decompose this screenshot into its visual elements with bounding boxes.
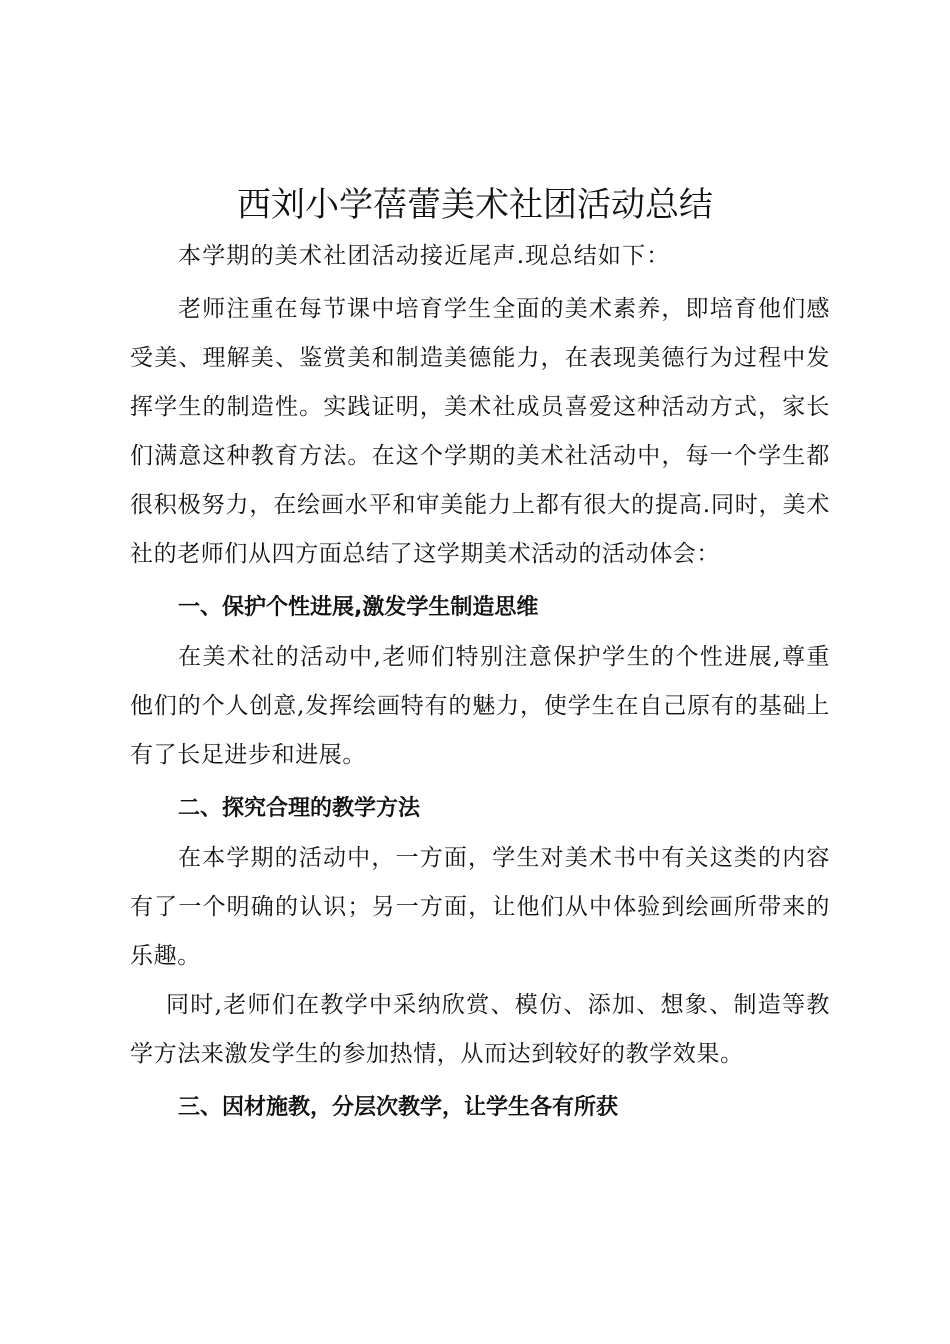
section-1-heading: 一、保护个性进展,激发学生制造思维 xyxy=(178,595,539,620)
section-3-heading: 三、因材施教，分层次教学，让学生各有所获 xyxy=(178,1095,619,1120)
paragraph-1: 老师注重在每节课中培育学生全面的美术素养，即培育他们感受美、理解美、鉴赏美和制造美德能力，在表现美德行为过程中发挥学生的制造性。实践证明，美术社成员喜爱这种活动方式，家长们满意这种教育方法。在这个学期的美术社活动中，每一个学生都很积极努力，在绘画水平和审美能力上都有很大的提高.同时，美术社的老师们从四方面总结了这学期美术活动的活动体会： xyxy=(130,296,830,567)
section-1-paragraph: 在美术社的活动中,老师们特别注意保护学生的个性进展,尊重他们的个人创意,发挥绘画特有的魅力，使学生在自己原有的基础上有了长足进步和进展。 xyxy=(130,644,830,768)
document-title: 西刘小学蓓蕾美术社团活动总结 xyxy=(237,185,713,225)
section-2-paragraph-1: 在本学期的活动中，一方面，学生对美术书中有关这类的内容有了一个明确的认识；另一方面，让他们从中体验到绘画所带来的乐趣。 xyxy=(130,845,830,969)
section-2-heading: 二、探究合理的教学方法 xyxy=(178,796,421,821)
document-body xyxy=(130,232,830,1133)
intro-paragraph: 本学期的美术社团活动接近尾声.现总结如下： xyxy=(178,243,671,269)
section-2-paragraph-2: 同时,老师们在教学中采纳欣赏、模仿、添加、想象、制造等教学方法来激发学生的参加热情，从而达到较好的教学效果。 xyxy=(130,992,830,1067)
